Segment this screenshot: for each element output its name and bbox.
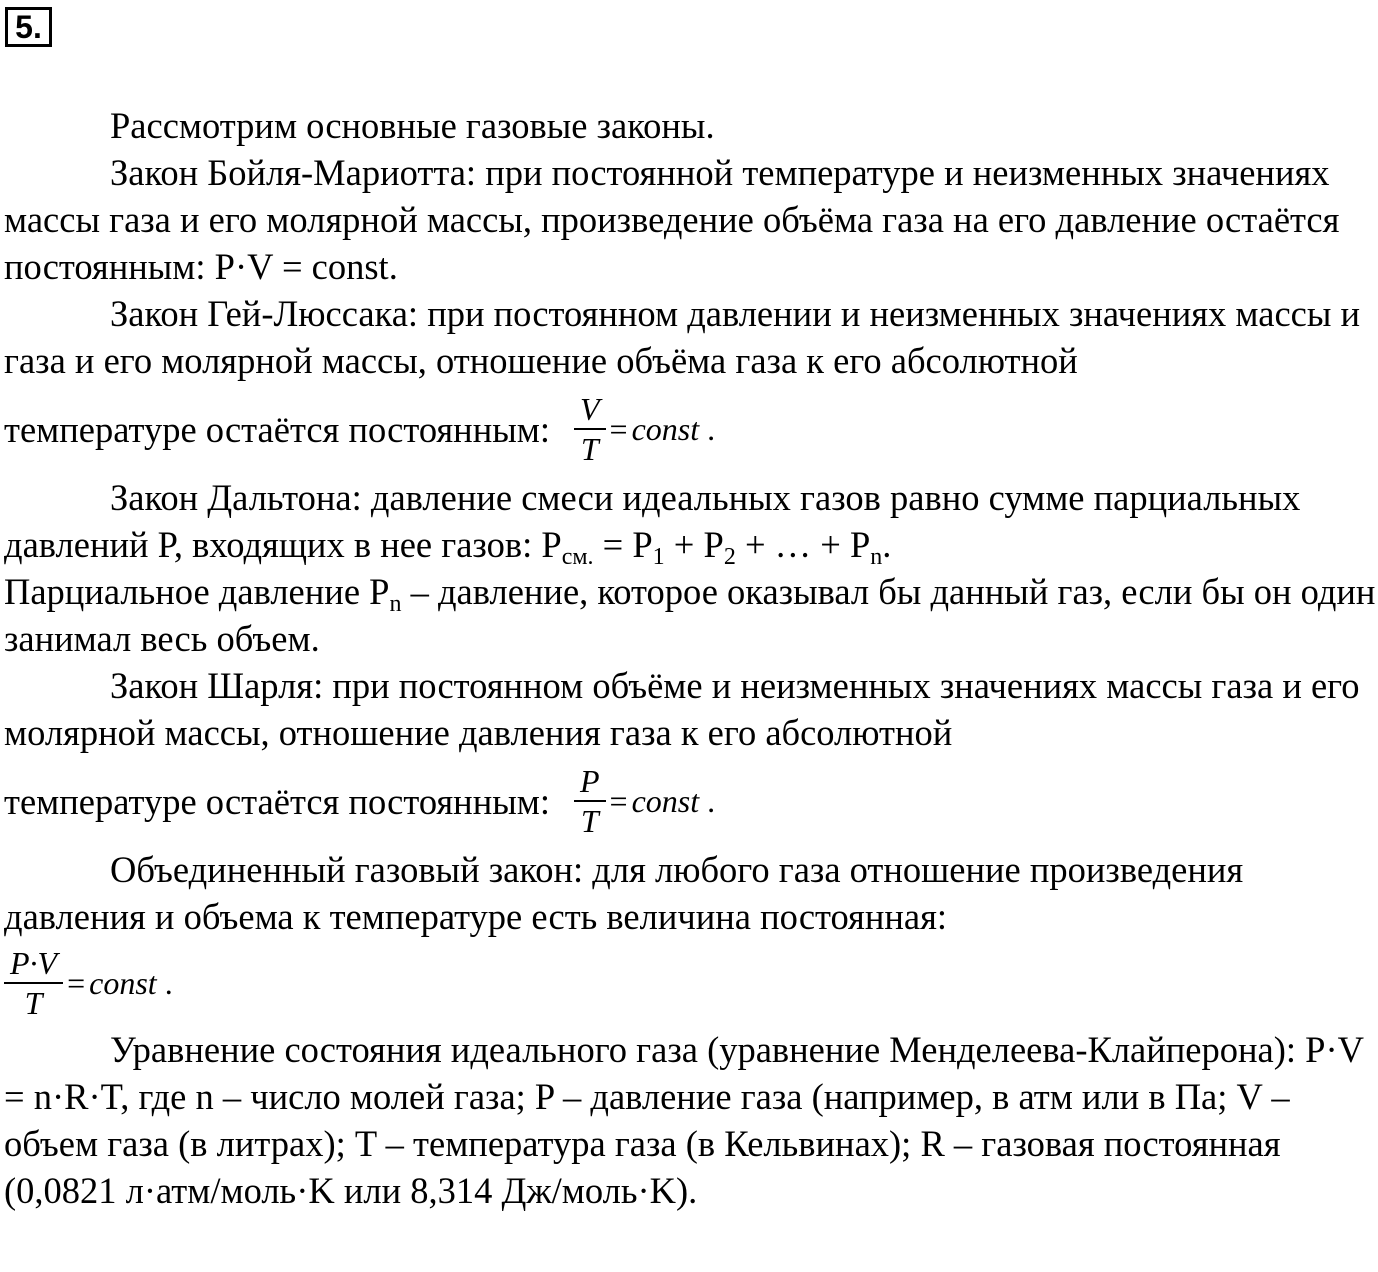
combined-formula-line: [4, 940, 1376, 1026]
charles-period: .: [707, 782, 716, 819]
fraction-numerator: P·V: [10, 945, 58, 981]
document-body: [4, 102, 1376, 1214]
paragraph-gay-lussac: Закон Гей-Люссака: при постоянном давлении и неизменных значениях массы и газа и его молярной массы, отношение объёма газа к его абсолютной: [4, 293, 1361, 381]
charles-fraction: [574, 762, 606, 840]
fraction-numerator: V: [580, 391, 600, 427]
fraction-denominator: T: [580, 803, 599, 839]
paragraph-combined-gas-law: Объединенный газовый закон: для любого газа отношение произведения давления и объема к температуре есть величина постоянная:: [4, 849, 1244, 937]
fraction-numerator: P: [580, 763, 600, 799]
gay-lussac-tail-text: температуре остаётся постоянным:: [4, 408, 550, 450]
paragraph-charles: Закон Шарля: при постоянном объёме и неизменных значениях массы газа и его молярной массы, отношение давления газа к его абсолютной: [4, 665, 1360, 753]
fraction-denominator: T: [24, 985, 43, 1021]
charles-rhs: = const: [609, 782, 700, 819]
paragraph-dalton: Закон Дальтона: давление смеси идеальных газов равно сумме парциальных давлений P, входящих в нее газов: $P_{см.} = P_1 + P_2$ + … + $P_n$.: [4, 477, 1301, 570]
combined-period: .: [164, 964, 173, 1001]
paragraph-intro: Рассмотрим основные газовые законы.: [110, 105, 715, 146]
combined-rhs: = const: [67, 964, 157, 1001]
gay-lussac-period: .: [707, 410, 716, 447]
fraction-denominator: T: [580, 431, 599, 467]
paragraph-mendeleev-clapeyron: Уравнение состояния идеального газа (уравнение Менделеева-Клайперона): P·V = n·R·T, где n – число молей газа; P – давление газа (например, в атм или в Па; V – объем газа (в литрах); T – температура газа (в Кельвинах); R – газовая постоянная (0,0821 л·атм/моль·K или 8,314 Дж/моль·K).: [4, 1029, 1364, 1211]
gay-lussac-fraction: [574, 390, 606, 468]
gay-lussac-formula-line: [4, 384, 1376, 474]
charles-formula-line: [4, 756, 1376, 846]
combined-fraction: [4, 944, 63, 1022]
charles-tail-text: температуре остаётся постоянным:: [4, 780, 550, 822]
task-number-badge: 5.: [5, 7, 52, 47]
gay-lussac-rhs: = const: [609, 410, 700, 447]
paragraph-partial-pressure: Парциальное давление $P_n$ – давление, которое оказывал бы данный газ, если бы он один занимал весь объем.: [4, 571, 1376, 659]
paragraph-boyle-mariotte: Закон Бойля-Мариотта: при постоянной температуре и неизменных значениях массы газа и его молярной массы, произведение объёма газа на его давление остаётся постоянным: P·V = const.: [4, 152, 1340, 287]
